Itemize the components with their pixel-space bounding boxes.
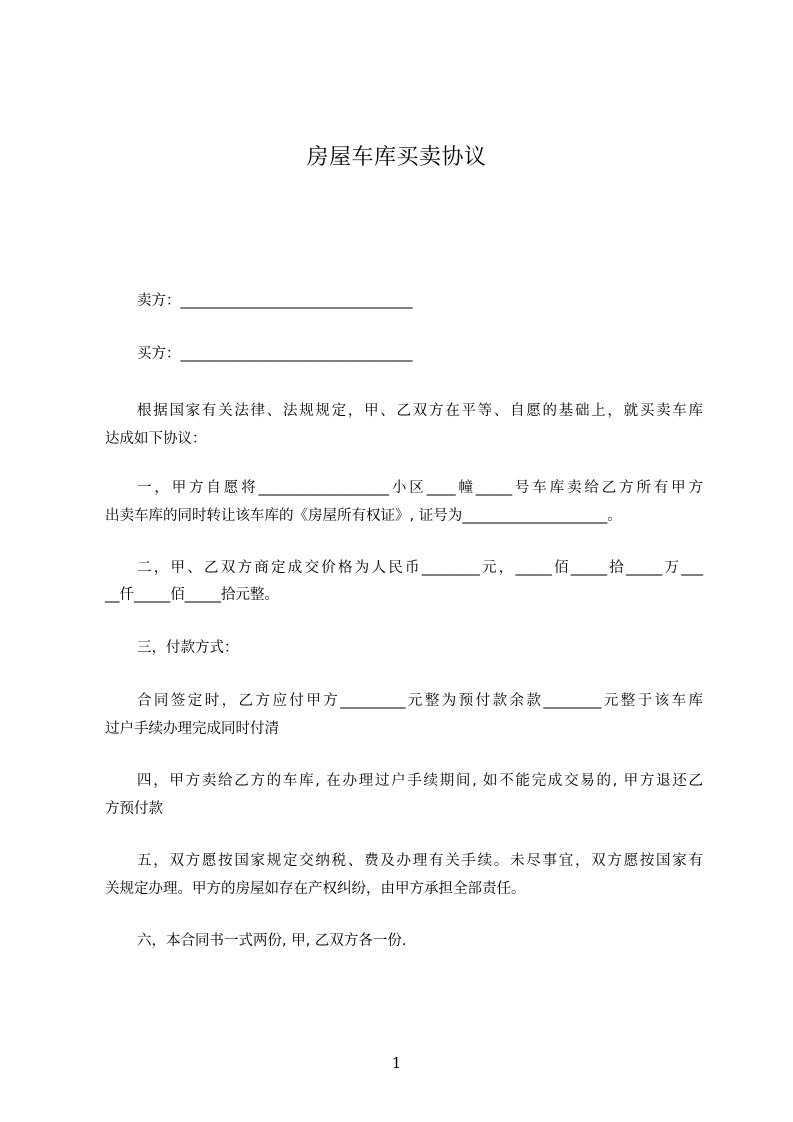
preamble-line-2: 达成如下协议： bbox=[105, 431, 207, 447]
clause-4-line-2: 方预付款 bbox=[105, 801, 163, 817]
page-number: 1 bbox=[391, 1054, 402, 1072]
preamble-line-1: 根据国家有关法律、法规规定，甲、乙双方在平等、自愿的基础上，就买卖车库 bbox=[137, 403, 703, 419]
page-title: 房屋车库买卖协议 bbox=[306, 145, 487, 170]
clause-6-line: 六，本合同书一式两份, 甲, 乙双方各一份. bbox=[137, 933, 407, 949]
clause-2-line-1: 二，甲、乙双方商定成交价格为人民币________元，_____佰_____拾_____万___ bbox=[137, 560, 703, 576]
clause-3-line-2: 过户手续办理完成同时付清 bbox=[105, 721, 279, 737]
clause-2-line-2: __仟_____佰_____拾元整。 bbox=[105, 587, 279, 603]
clause-1-line-2: 出卖车库的同时转让该车库的《房屋所有权证》, 证号为____________________。 bbox=[105, 508, 622, 524]
clause-5-line-1: 五，双方愿按国家规定交纳税、费及办理有关手续。未尽事宜，双方愿按国家有 bbox=[137, 853, 703, 869]
clause-3-line-1: 合同签定时，乙方应付甲方_________元整为预付款余款________元整于该车库 bbox=[137, 693, 703, 709]
seller-line: 卖方：________________________________ bbox=[137, 293, 413, 309]
buyer-line: 买方：________________________________ bbox=[137, 346, 413, 362]
clause-3-heading: 三，付款方式： bbox=[137, 640, 239, 656]
clause-5-line-2: 关规定办理。甲方的房屋如存在产权纠纷，由甲方承担全部责任。 bbox=[105, 881, 526, 897]
clause-1-line-1: 一，甲方自愿将__________________小区____幢_____号车库卖给乙方所有甲方 bbox=[137, 480, 703, 496]
clause-4-line-1: 四，甲方卖给乙方的车库, 在办理过户手续期间, 如不能完成交易的, 甲方退还乙 bbox=[137, 773, 703, 789]
